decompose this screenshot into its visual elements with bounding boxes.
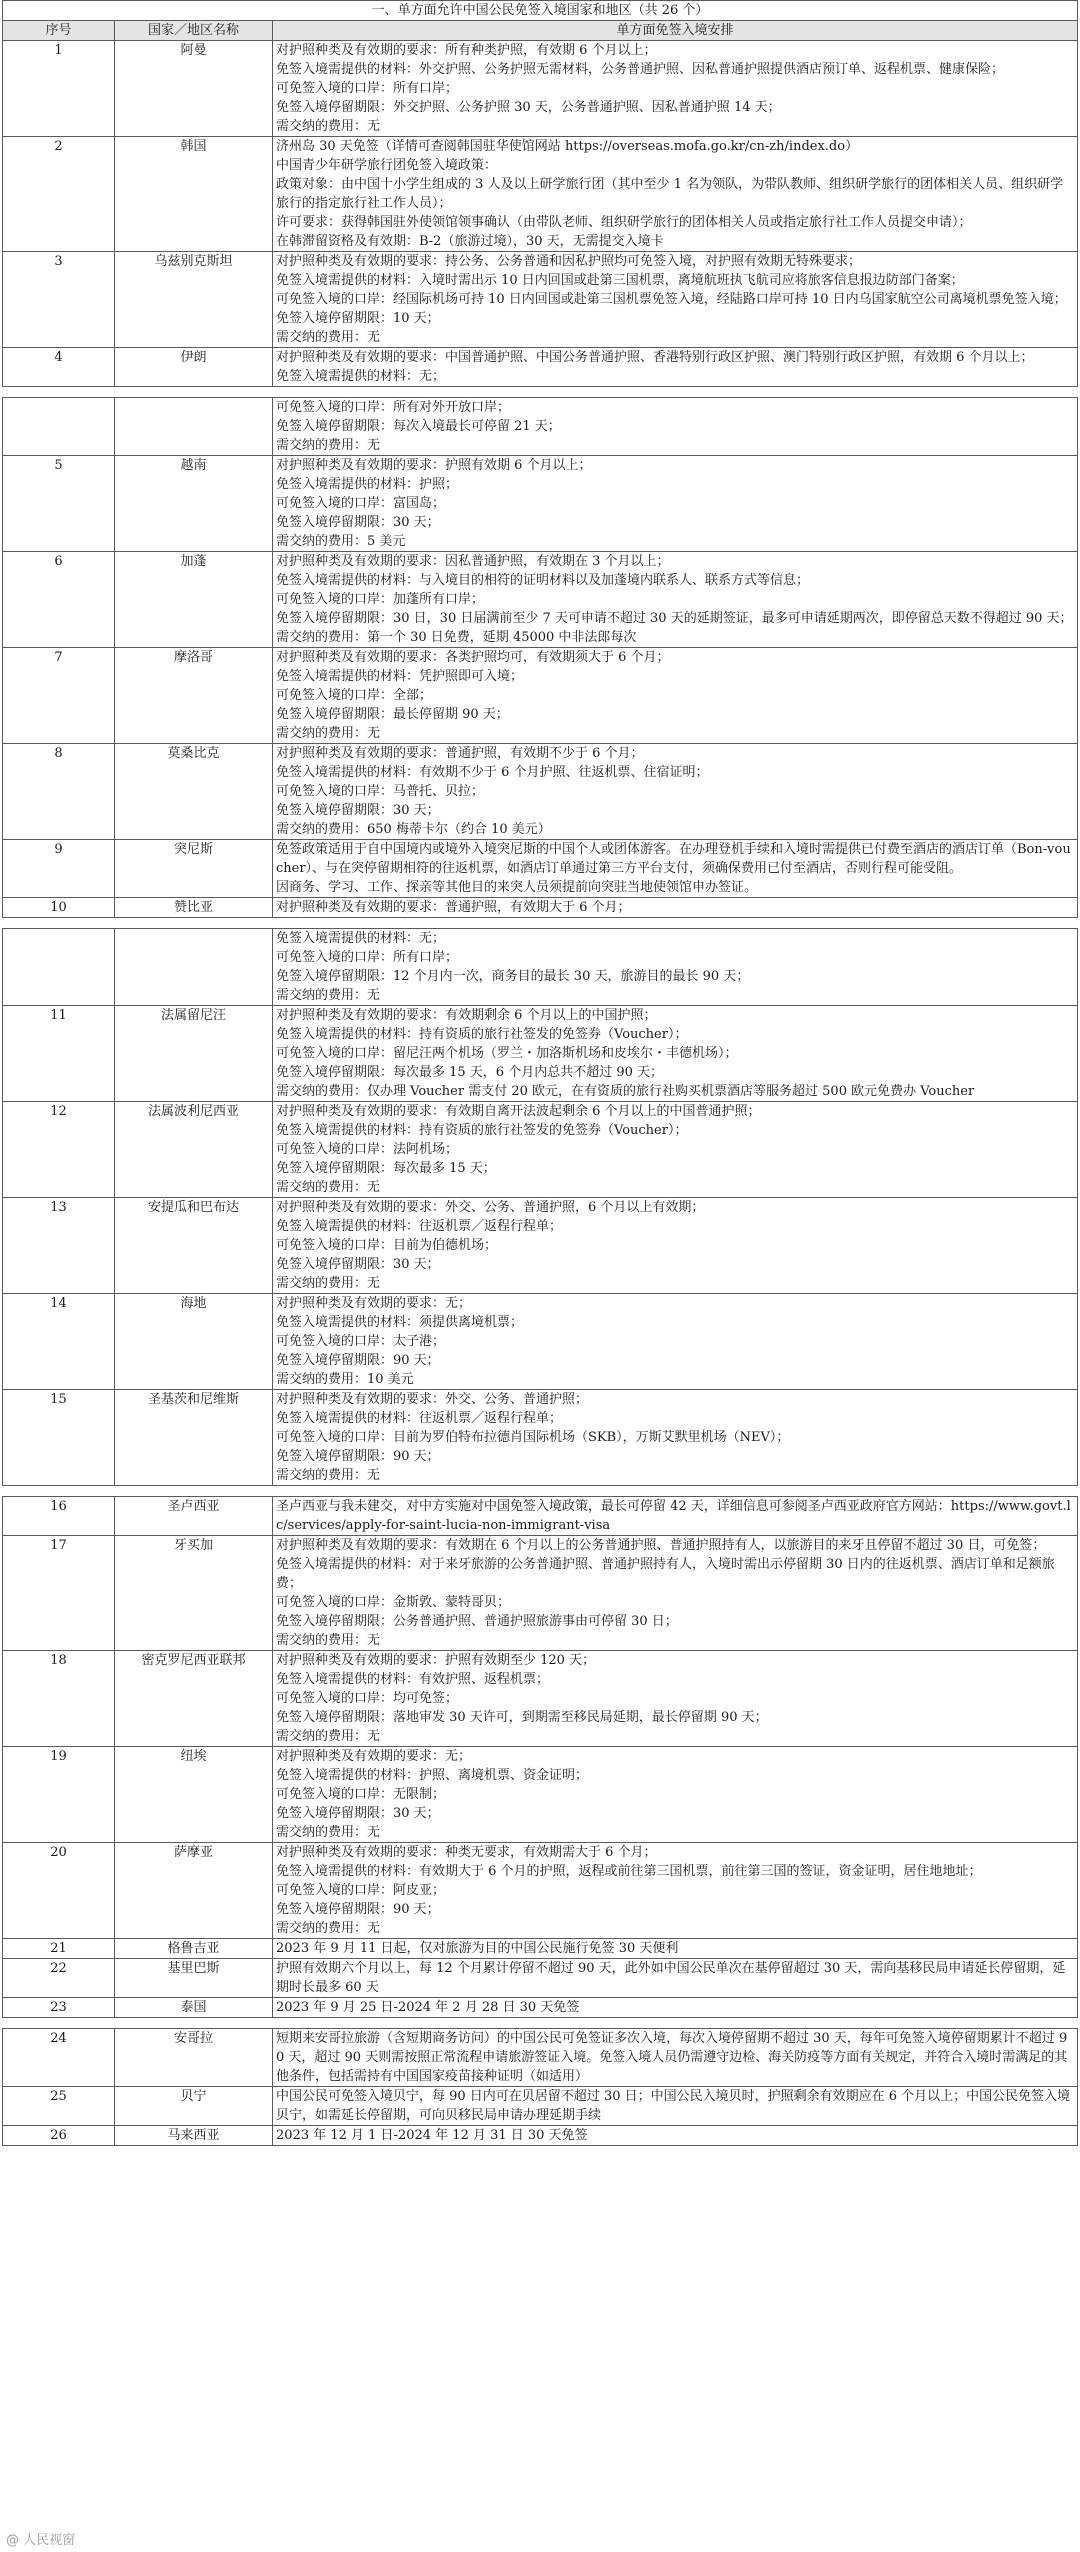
entry-arrangement [273,456,1078,552]
row-number: 25 [3,2087,115,2126]
country-name: 乌兹别克斯坦 [115,252,273,348]
arrangement-line: 免签入境停留期限：每次最多 15 天，6 个月内总共不超过 90 天； [276,1065,664,1080]
arrangement-line: 对护照种类及有效期的要求：护照有效期至少 120 天； [276,1653,596,1668]
entry-arrangement [273,1998,1078,2018]
row-number: 7 [3,648,115,744]
table-row [3,252,1078,348]
table-section [2,397,1078,918]
country-name [115,398,273,456]
arrangement-line: 可免签入境的口岸：富国岛； [276,496,446,511]
watermark: @ 人民视窗 [6,2533,76,2548]
row-number: 24 [3,2029,115,2087]
table-row [3,41,1078,137]
table-row [3,1998,1078,2018]
arrangement-line: 免签入境需提供的材料：须提供离境机票； [276,1315,524,1330]
arrangement-line: 可免签入境的口岸：所有对外开放口岸； [276,400,511,415]
entry-arrangement [273,1536,1078,1651]
row-number: 11 [3,1006,115,1102]
arrangement-line: 需交纳的费用：无 [276,119,381,134]
visa-free-table [2,0,1078,2146]
arrangement-line: 因商务、学习、工作、探亲等其他目的来突人员须提前向突驻当地使领馆申办签证。 [276,880,758,895]
arrangement-line: 免签入境需提供的材料：往返机票／返程行程单； [276,1219,563,1234]
arrangement-line: 2023 年 9 月 25 日-2024 年 2 月 28 日 30 天免签 [276,2000,580,2015]
table [2,1496,1078,2018]
country-name: 圣卢西亚 [115,1497,273,1536]
row-number: 3 [3,252,115,348]
row-number: 19 [3,1747,115,1843]
row-number: 4 [3,348,115,387]
entry-arrangement [273,1747,1078,1843]
country-name: 法属留尼汪 [115,1006,273,1102]
arrangement-line: 需交纳的费用：无 [276,1468,381,1483]
country-name: 阿曼 [115,41,273,137]
document-page [2,0,1078,2552]
arrangement-line: 对护照种类及有效期的要求：持公务、公务普通和因私护照均可免签入境，对护照有效期无特殊要求； [276,254,862,269]
country-name: 安哥拉 [115,2029,273,2087]
country-name: 萨摩亚 [115,1843,273,1939]
page-break-gap [2,387,1078,397]
country-name: 法属波利尼西亚 [115,1102,273,1198]
arrangement-line: 在韩滞留资格及有效期：B-2（旅游过境），30 天，无需提交入境卡 [276,234,664,249]
country-name: 突尼斯 [115,840,273,898]
arrangement-line: 可免签入境的口岸：全部； [276,688,433,703]
arrangement-line: 免签入境需提供的材料：对于来牙旅游的公务普通护照、普通护照持有人，入境时需出示停留期 30 日内的往返机票、酒店订单和足额旅费； [276,1557,1055,1591]
entry-arrangement [273,1390,1078,1486]
header-country: 国家／地区名称 [115,21,273,41]
table-row [3,1294,1078,1390]
arrangement-line: 可免签入境的口岸：无限制； [276,1787,446,1802]
table-row [3,348,1078,387]
country-name: 泰国 [115,1998,273,2018]
arrangement-line: 短期来安哥拉旅游（含短期商务访问）的中国公民可免签证多次入境，每次入境停留期不超过 30 天，每年可免签入境停留期累计不超过 90 天，超过 90 天则需按照正常流程申请旅游签证入境。免签入境人员仍需遵守边检、海关防疫等方面有关规定，并符合入境时需满足的其他条件，包括需持有中国国家疫苗接种证明（如适用） [276,2031,1068,2084]
arrangement-line: 免签入境需提供的材料：无； [276,931,446,946]
country-name: 圣基茨和尼维斯 [115,1390,273,1486]
country-name: 莫桑比克 [115,744,273,840]
entry-arrangement [273,398,1078,456]
arrangement-line: 对护照种类及有效期的要求：有效期剩余 6 个月以上的中国护照； [276,1008,657,1023]
table-title: 一、单方面允许中国公民免签入境国家和地区（共 26 个） [3,1,1078,21]
country-name: 纽埃 [115,1747,273,1843]
arrangement-line: 免签入境停留期限：公务普通护照、普通护照旅游事由可停留 30 日； [276,1614,678,1629]
arrangement-line: 对护照种类及有效期的要求：无； [276,1296,472,1311]
entry-arrangement [273,1294,1078,1390]
arrangement-line: 可免签入境的口岸：太子港； [276,1334,446,1349]
table-row [3,1198,1078,1294]
arrangement-line: 可免签入境的口岸：所有口岸； [276,81,459,96]
table [2,397,1078,918]
entry-arrangement [273,1198,1078,1294]
country-name: 安提瓜和巴布达 [115,1198,273,1294]
entry-arrangement [273,1497,1078,1536]
arrangement-line: 免签入境需提供的材料：持有资质的旅行社签发的免签券（Voucher）； [276,1027,688,1042]
table-row [3,1102,1078,1198]
arrangement-line: 需交纳的费用：650 梅蒂卡尔（约合 10 美元） [276,822,551,837]
arrangement-line: 需交纳的费用：无 [276,330,381,345]
arrangement-line: 免签入境停留期限：12 个月内一次，商务目的最长 30 天，旅游目的最长 90 天； [276,969,750,984]
arrangement-line: 2023 年 12 月 1 日-2024 年 12 月 31 日 30 天免签 [276,2128,588,2143]
arrangement-line: 需交纳的费用：仅办理 Voucher 需支付 20 欧元，在有资质的旅行社购买机票酒店等服务超过 500 欧元免费办 Voucher [276,1084,975,1099]
table-row [3,2126,1078,2146]
arrangement-line: 免签入境需提供的材料：持有资质的旅行社签发的免签券（Voucher）； [276,1123,688,1138]
table-row [3,1959,1078,1998]
arrangement-line: 可免签入境的口岸：所有口岸； [276,950,459,965]
entry-arrangement [273,2126,1078,2146]
table-row [3,2029,1078,2087]
table-row [3,929,1078,1006]
arrangement-line: 对护照种类及有效期的要求：各类护照均可，有效期须大于 6 个月； [276,650,670,665]
country-name: 贝宁 [115,2087,273,2126]
arrangement-line: 对护照种类及有效期的要求：外交、公务、普通护照； [276,1392,589,1407]
entry-arrangement [273,648,1078,744]
arrangement-line: 免签入境停留期限：10 天； [276,311,440,326]
table-row [3,1747,1078,1843]
entry-arrangement [273,929,1078,1006]
entry-arrangement [273,137,1078,252]
table-row [3,552,1078,648]
arrangement-line: 免签入境停留期限：30 天； [276,1257,440,1272]
arrangement-line: 免签入境需提供的材料：外交护照、公务护照无需材料，公务普通护照、因私普通护照提供酒店预订单、返程机票、健康保险； [276,62,1005,77]
arrangement-line: 对护照种类及有效期的要求：外交、公务、普通护照，6 个月以上有效期； [276,1200,705,1215]
arrangement-line: 可免签入境的口岸：目前为罗伯特布拉德肖国际机场（SKB），万斯艾默里机场（NEV）； [276,1430,790,1445]
row-number: 14 [3,1294,115,1390]
arrangement-line: 需交纳的费用：无 [276,1729,381,1744]
arrangement-line: 对护照种类及有效期的要求：中国普通护照、中国公务普通护照、香港特别行政区护照、澳门特别行政区护照，有效期 6 个月以上； [276,350,1034,365]
table [2,0,1078,387]
arrangement-line: 免签入境需提供的材料：有效期不少于 6 个月护照、往返机票、住宿证明； [276,765,709,780]
table-row [3,840,1078,898]
arrangement-line: 免签入境停留期限：30 天； [276,803,440,818]
row-number: 17 [3,1536,115,1651]
row-number: 16 [3,1497,115,1536]
entry-arrangement [273,1006,1078,1102]
arrangement-line: 可免签入境的口岸：加蓬所有口岸； [276,592,485,607]
arrangement-line: 需交纳的费用：第一个 30 日免费，延期 45000 中非法郎每次 [276,630,637,645]
table-section [2,2028,1078,2146]
table-section [2,928,1078,1486]
header-no: 序号 [3,21,115,41]
page-break-gap [2,2018,1078,2028]
country-name: 基里巴斯 [115,1959,273,1998]
table-row [3,898,1078,918]
table-row [3,2087,1078,2126]
arrangement-line: 中国公民可免签入境贝宁，每 90 日内可在贝居留不超过 30 日；中国公民入境贝时，护照剩余有效期应在 6 个月以上；中国公民免签入境贝宁，如需延长停留期，可向贝移民局申请办理延期手续 [276,2089,1071,2123]
entry-arrangement [273,1651,1078,1747]
country-name: 牙买加 [115,1536,273,1651]
row-number: 2 [3,137,115,252]
arrangement-line: 需交纳的费用：无 [276,1633,381,1648]
row-number: 10 [3,898,115,918]
arrangement-line: 可免签入境的口岸：阿皮亚； [276,1883,446,1898]
arrangement-line: 可免签入境的口岸：金斯敦、蒙特哥贝； [276,1595,511,1610]
row-number: 13 [3,1198,115,1294]
arrangement-line: 可免签入境的口岸：目前为伯德机场； [276,1238,498,1253]
country-name: 伊朗 [115,348,273,387]
arrangement-line: 对护照种类及有效期的要求：有效期在 6 个月以上的公务普通护照、普通护照持有人，以旅游目的来牙且停留不超过 30 日，可免签； [276,1538,1046,1553]
entry-arrangement [273,252,1078,348]
row-number: 21 [3,1939,115,1959]
country-name: 密克罗尼西亚联邦 [115,1651,273,1747]
row-number: 22 [3,1959,115,1998]
arrangement-line: 需交纳的费用：无 [276,1276,381,1291]
arrangement-line: 免签入境停留期限：30 天； [276,1806,440,1821]
row-number [3,398,115,456]
arrangement-line: 可免签入境的口岸：法阿机场； [276,1142,459,1157]
arrangement-line: 对护照种类及有效期的要求：无； [276,1749,472,1764]
country-name: 赞比亚 [115,898,273,918]
page-break-gap [2,1486,1078,1496]
country-name: 摩洛哥 [115,648,273,744]
arrangement-line: 可免签入境的口岸：经国际机场可持 10 日内回国或赴第三国机票免签入境，经陆路口岸可持 10 日内乌国家航空公司离境机票免签入境； [276,292,1067,307]
table-section [2,0,1078,387]
table-row [3,744,1078,840]
row-number [3,929,115,1006]
arrangement-line: 免签入境停留期限：90 天； [276,1353,440,1368]
arrangement-line: 免签入境需提供的材料：有效期大于 6 个月的护照，返程或前往第三国机票，前往第三国的签证，资金证明，居住地地址； [276,1864,982,1879]
country-name: 加蓬 [115,552,273,648]
arrangement-line: 可免签入境的口岸：均可免签； [276,1691,459,1706]
table-row [3,1843,1078,1939]
arrangement-line: 圣卢西亚与我未建交，对中方实施对中国免签入境政策，最长可停留 42 天，详细信息可参阅圣卢西亚政府官方网站：https://www.govt.lc/services/apply-for-saint-lucia-non-immigrant-visa [276,1499,1071,1533]
arrangement-line: 免签入境需提供的材料：往返机票／返程行程单； [276,1411,563,1426]
arrangement-line: 免签入境需提供的材料：凭护照即可入境； [276,669,524,684]
arrangement-line: 对护照种类及有效期的要求：普通护照，有效期大于 6 个月； [276,900,631,915]
arrangement-line: 免签入境需提供的材料：无； [276,369,446,384]
row-number: 9 [3,840,115,898]
entry-arrangement [273,840,1078,898]
table-row [3,398,1078,456]
arrangement-line: 对护照种类及有效期的要求：因私普通护照，有效期在 3 个月以上； [276,554,670,569]
header-row [3,21,1078,41]
entry-arrangement [273,2087,1078,2126]
table-row [3,1939,1078,1959]
page-break-gap [2,918,1078,928]
arrangement-line: 需交纳的费用：5 美元 [276,534,406,549]
entry-arrangement [273,41,1078,137]
arrangement-line: 济州岛 30 天免签（详情可查阅韩国驻华使馆网站 https://overseas.mofa.go.kr/cn-zh/index.do） [276,139,859,154]
country-name: 海地 [115,1294,273,1390]
row-number: 18 [3,1651,115,1747]
table-row [3,1651,1078,1747]
table [2,2028,1078,2146]
arrangement-line: 免签政策适用于自中国境内或境外入境突尼斯的中国个人或团体游客。在办理登机手续和入境时需提供已付费至酒店的酒店订单（Bon-voucher）、与在突停留期相符的往返机票，如酒店订单通过第三方平台支付，须确保费用已付至酒店，否则行程可能受阻。 [276,842,1071,876]
arrangement-line: 免签入境需提供的材料：护照； [276,477,459,492]
arrangement-line: 需交纳的费用：无 [276,438,381,453]
arrangement-line: 免签入境需提供的材料：护照、离境机票、资金证明； [276,1768,589,1783]
header-detail: 单方面免签入境安排 [273,21,1078,41]
row-number: 1 [3,41,115,137]
row-number: 8 [3,744,115,840]
row-number: 12 [3,1102,115,1198]
table-row [3,1536,1078,1651]
arrangement-line: 免签入境停留期限：落地审发 30 天许可，到期需至移民局延期，最长停留期 90 天； [276,1710,768,1725]
entry-arrangement [273,898,1078,918]
table-row [3,1497,1078,1536]
table-row [3,1006,1078,1102]
row-number: 6 [3,552,115,648]
table-section [2,1496,1078,2018]
entry-arrangement [273,744,1078,840]
arrangement-line: 可免签入境的口岸：留尼汪两个机场（罗兰・加洛斯机场和皮埃尔・丰德机场）； [276,1046,738,1061]
arrangement-line: 需交纳的费用：10 美元 [276,1372,414,1387]
row-number: 26 [3,2126,115,2146]
entry-arrangement [273,1843,1078,1939]
row-number: 5 [3,456,115,552]
arrangement-line: 免签入境停留期限：每次入境最长可停留 21 天； [276,419,561,434]
arrangement-line: 中国青少年研学旅行团免签入境政策： [276,158,498,173]
entry-arrangement [273,552,1078,648]
arrangement-line: 免签入境停留期限：90 天； [276,1902,440,1917]
country-name: 韩国 [115,137,273,252]
arrangement-line: 免签入境停留期限：90 天； [276,1449,440,1464]
entry-arrangement [273,1939,1078,1959]
entry-arrangement [273,1959,1078,1998]
entry-arrangement [273,2029,1078,2087]
country-name: 格鲁吉亚 [115,1939,273,1959]
entry-arrangement [273,1102,1078,1198]
arrangement-line: 免签入境需提供的材料：入境时需出示 10 日内回国或赴第三国机票，离境航班执飞航司应将旅客信息报边防部门备案； [276,273,964,288]
arrangement-line: 需交纳的费用：无 [276,1825,381,1840]
arrangement-line: 需交纳的费用：无 [276,1921,381,1936]
arrangement-line: 2023 年 9 月 11 日起，仅对旅游为目的中国公民施行免签 30 天便利 [276,1941,679,1956]
arrangement-line: 许可要求：获得韩国驻外使领馆领事确认（由带队老师、组织研学旅行的团体相关人员或指定旅行社工作人员提交申请）； [276,215,972,230]
arrangement-line: 对护照种类及有效期的要求：有效期自离开法波起剩余 6 个月以上的中国普通护照； [276,1104,761,1119]
arrangement-line: 政策对象：由中国十小学生组成的 3 人及以上研学旅行团（其中至少 1 名为领队，为带队教师、组织研学旅行的团体相关人员、组织研学旅行的指定旅行社工作人员）； [276,177,1064,211]
table-row [3,137,1078,252]
table-row [3,456,1078,552]
country-name: 马来西亚 [115,2126,273,2146]
arrangement-line: 免签入境停留期限：每次最多 15 天； [276,1161,496,1176]
table-row [3,1390,1078,1486]
arrangement-line: 免签入境停留期限：30 天； [276,515,440,530]
arrangement-line: 需交纳的费用：无 [276,1180,381,1195]
arrangement-line: 免签入境停留期限：30 日，30 日届满前至少 7 天可申请不超过 30 天的延期签证，最多可申请延期两次，即停留总天数不得超过 90 天； [276,611,1073,626]
arrangement-line: 免签入境停留期限：最长停留期 90 天； [276,707,509,722]
row-number: 20 [3,1843,115,1939]
table-row [3,648,1078,744]
entry-arrangement [273,348,1078,387]
country-name [115,929,273,1006]
arrangement-line: 需交纳的费用：无 [276,988,381,1003]
row-number: 23 [3,1998,115,2018]
arrangement-line: 可免签入境的口岸：马普托、贝拉； [276,784,485,799]
row-number: 15 [3,1390,115,1486]
arrangement-line: 免签入境需提供的材料：与入境目的相符的证明材料以及加蓬境内联系人、联系方式等信息； [276,573,810,588]
arrangement-line: 对护照种类及有效期的要求：种类无要求，有效期需大于 6 个月； [276,1845,657,1860]
arrangement-line: 对护照种类及有效期的要求：护照有效期 6 个月以上； [276,458,592,473]
arrangement-line: 需交纳的费用：无 [276,726,381,741]
arrangement-line: 免签入境需提供的材料：有效护照、返程机票； [276,1672,550,1687]
arrangement-line: 免签入境停留期限：外交护照、公务护照 30 天，公务普通护照、因私普通护照 14 天； [276,100,781,115]
arrangement-line: 护照有效期六个月以上，每 12 个月累计停留不超过 90 天，此外如中国公民单次在基停留超过 30 天，需向基移民局申请延长停留期，延期时长最多 60 天 [276,1961,1066,1995]
country-name: 越南 [115,456,273,552]
arrangement-line: 对护照种类及有效期的要求：普通护照，有效期不少于 6 个月； [276,746,644,761]
table [2,928,1078,1486]
arrangement-line: 对护照种类及有效期的要求：所有种类护照，有效期 6 个月以上； [276,43,657,58]
